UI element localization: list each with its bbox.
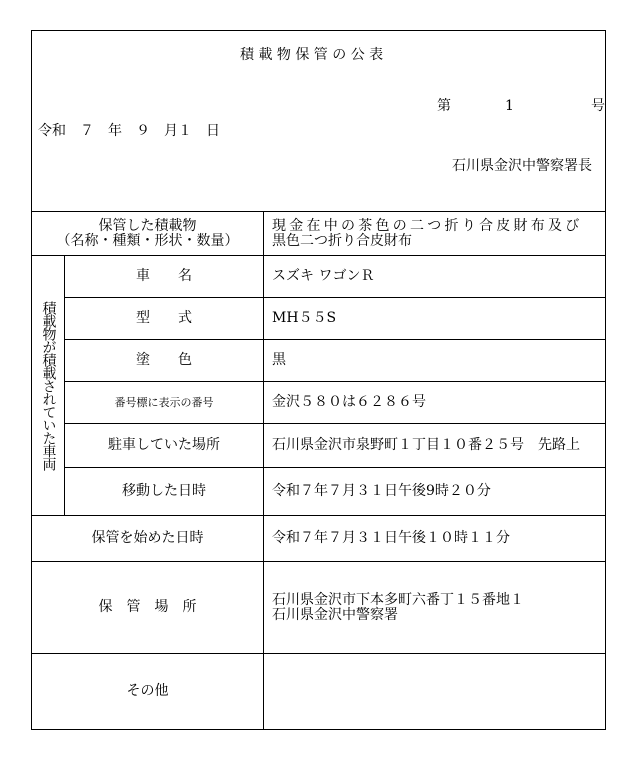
vehicle-model-label: 型 式 (136, 310, 192, 326)
moved-datetime-value: 令和７年７月３１日午後9時２０分 (272, 483, 491, 499)
issue-date: 令和 ７ 年 ９ 月１ 日 (38, 123, 220, 139)
vehicle-group-label (32, 256, 64, 515)
moved-datetime-label: 移動した日時 (122, 483, 206, 499)
items-value-line1: 現 金 在 中 の 茶 色 の 二 つ 折 り 合 皮 財 布 及 び (272, 217, 579, 234)
vehicle-group-label-text: 積載物が積載されていた車両 (40, 301, 57, 470)
items-value-line2: 黒色二つ折り合皮財布 (272, 232, 412, 249)
vehicle-name-value: スズキ ワゴンＲ (272, 268, 375, 284)
vehicle-color-label: 塗 色 (136, 352, 192, 368)
items-label (32, 212, 263, 255)
storage-place-line1: 石川県金沢市下本多町六番丁１５番地１ (272, 591, 524, 608)
vehicle-name-label: 車 名 (136, 268, 192, 284)
issuer-name: 石川県金沢中警察署長 (452, 158, 592, 174)
vehicle-model-value: MH５５S (272, 310, 337, 326)
items-label-line1: 保管した積載物 (98, 217, 197, 234)
notice-number: 1 (505, 98, 514, 114)
items-value (264, 212, 605, 255)
parked-location-label: 駐車していた場所 (108, 437, 220, 453)
storage-start-label: 保管を始めた日時 (91, 530, 204, 546)
plate-number-label: 番号標に表示の番号 (114, 396, 214, 409)
vehicle-color-value: 黒 (272, 352, 286, 368)
notice-number-suffix: 号 (591, 98, 605, 114)
storage-place-label: 保 管 場 所 (98, 599, 197, 615)
storage-start-value: 令和７年７月３１日午後１０時１１分 (272, 530, 510, 546)
storage-place-value (264, 562, 605, 653)
storage-place-line2: 石川県金沢中警察署 (272, 606, 398, 623)
other-label: その他 (126, 683, 169, 699)
notice-number-prefix: 第 (437, 98, 451, 114)
items-label-line2: （名称・種類・形状・数量） (56, 232, 239, 249)
plate-number-value: 金沢５８０は６２８６号 (272, 394, 426, 410)
notice-form (31, 30, 606, 730)
document-title: 積 載 物 保 管 の 公 表 (240, 47, 384, 63)
other-value (264, 654, 605, 729)
parked-location-value: 石川県金沢市泉野町１丁目１０番２５号 先路上 (272, 437, 580, 453)
